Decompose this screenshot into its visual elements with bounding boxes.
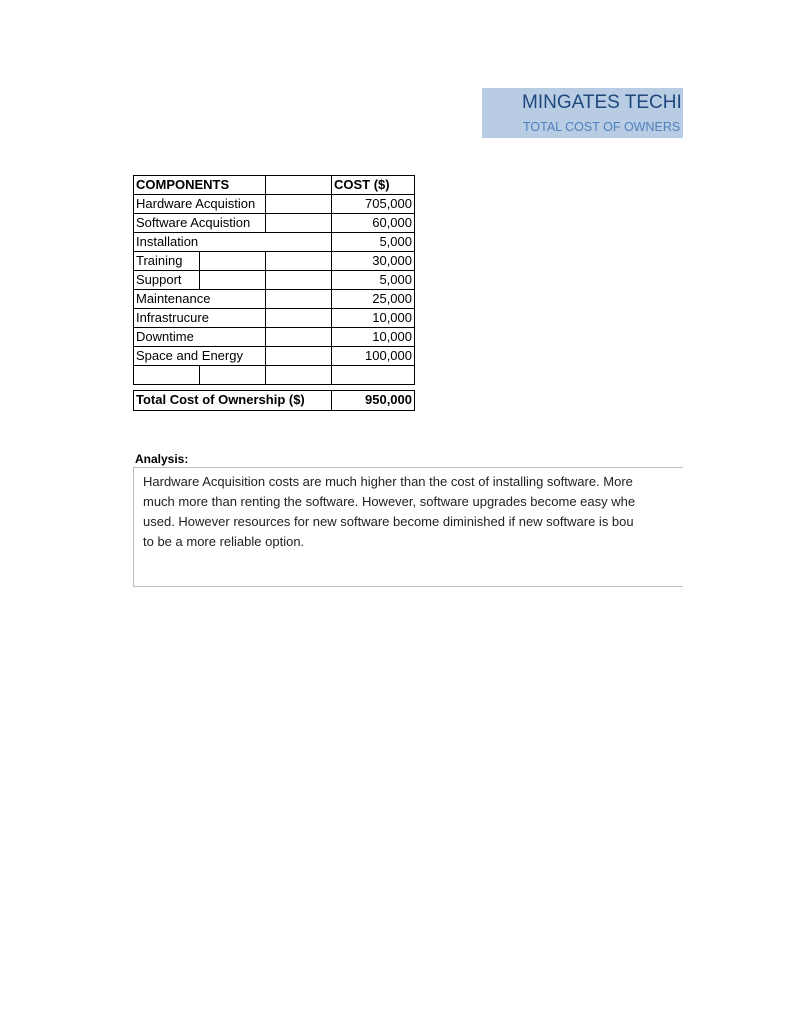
table-row [134, 271, 415, 290]
component-cost: 30,000 [332, 252, 415, 271]
empty-header-cell [266, 176, 332, 195]
empty-cell [200, 271, 266, 290]
table-row [134, 290, 415, 309]
component-cost: 10,000 [332, 309, 415, 328]
component-cost: 60,000 [332, 214, 415, 233]
cost-table [133, 175, 415, 411]
total-value: 950,000 [332, 390, 415, 410]
table-row [134, 214, 415, 233]
component-label: Software Acquistion [134, 214, 266, 233]
empty-cell [266, 195, 332, 214]
empty-cell [266, 252, 332, 271]
analysis-line: used. However resources for new software become diminished if new software is bou [143, 514, 634, 529]
empty-cell [200, 366, 266, 385]
component-cost: 705,000 [332, 195, 415, 214]
total-label: Total Cost of Ownership ($) [134, 390, 332, 410]
empty-cell [266, 214, 332, 233]
analysis-label: Analysis: [135, 452, 189, 466]
component-label: Downtime [134, 328, 266, 347]
empty-cell [266, 366, 332, 385]
component-cost: 10,000 [332, 328, 415, 347]
component-cost: 5,000 [332, 233, 415, 252]
table-row [134, 309, 415, 328]
empty-cell [266, 347, 332, 366]
empty-cell [200, 252, 266, 271]
document-title: MINGATES TECHI [522, 92, 682, 113]
cost-header: COST ($) [332, 176, 415, 195]
component-label: Support [134, 271, 200, 290]
empty-table-row [134, 366, 415, 385]
total-row [134, 390, 415, 410]
component-label: Training [134, 252, 200, 271]
empty-cell [332, 366, 415, 385]
analysis-line: to be a more reliable option. [143, 534, 305, 549]
component-label: Maintenance [134, 290, 266, 309]
empty-cell [266, 271, 332, 290]
table-row [134, 233, 415, 252]
empty-cell [266, 309, 332, 328]
document-subtitle: TOTAL COST OF OWNERS [523, 120, 681, 134]
component-label: Infrastrucure [134, 309, 266, 328]
analysis-text-box[interactable] [133, 467, 683, 587]
empty-cell [266, 328, 332, 347]
component-cost: 100,000 [332, 347, 415, 366]
component-cost: 5,000 [332, 271, 415, 290]
component-label: Hardware Acquistion [134, 195, 266, 214]
table-row [134, 195, 415, 214]
table-row [134, 328, 415, 347]
analysis-text [143, 472, 683, 552]
component-label: Installation [134, 233, 332, 252]
component-label: Space and Energy [134, 347, 266, 366]
header-band [482, 88, 683, 138]
table-header-row [134, 176, 415, 195]
table-row [134, 347, 415, 366]
components-header: COMPONENTS [134, 176, 266, 195]
empty-cell [266, 290, 332, 309]
analysis-line: much more than renting the software. However, software upgrades become easy whe [143, 494, 636, 509]
component-cost: 25,000 [332, 290, 415, 309]
table-row [134, 252, 415, 271]
empty-cell [134, 366, 200, 385]
analysis-line: Hardware Acquisition costs are much higher than the cost of installing software. More [143, 474, 633, 489]
